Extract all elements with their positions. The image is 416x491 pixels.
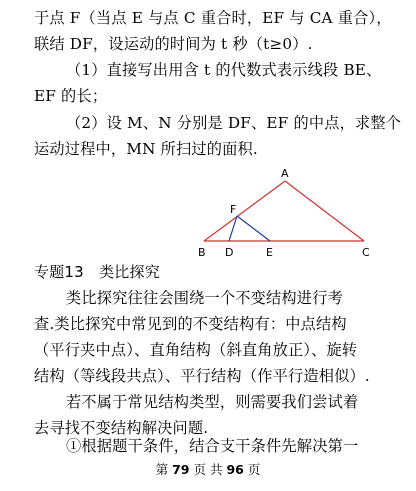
paragraph-1-line-1: 类比探究往往会围绕一个不变结构进行考 [66,289,343,307]
label-d: D [225,246,234,259]
paragraph-3-line-1: ①根据题干条件，结合支干条件先解决第一 [66,437,359,455]
problem-line-2: 联结 DF，设运动的时间为 t 秒（t≥0）. [34,35,313,53]
label-c: C [362,246,370,259]
label-f: F [230,203,237,216]
paragraph-1-line-2: 查.类比探究中常见到的不变结构有：中点结构 [34,315,347,333]
label-e: E [266,246,273,259]
paragraph-2-line-2: 去寻找不变结构解决问题. [34,419,209,437]
label-a: A [281,167,289,180]
segment-ac [285,181,364,241]
problem-line-6: 运动过程中，MN 所扫过的面积. [34,140,258,158]
footer-prefix: 第 [155,462,169,477]
problem-line-3: （1）直接写出用含 t 的代数式表示线段 BE、 [66,61,382,79]
segment-ba [204,181,285,241]
problem-line-4: EF 的长； [34,87,108,105]
page-footer [0,461,416,479]
footer-page-number: 79 [172,462,190,477]
problem-line-5: （2）设 M、N 分别是 DF、EF 的中点，求整个 [66,114,402,132]
label-b: B [198,246,206,259]
problem-line-1: 于点 F（当点 E 与点 C 重合时，EF 与 CA 重合）， [34,9,392,27]
footer-mid: 页 共 [193,462,223,477]
section-title: 专题13 类比探究 [34,263,160,281]
paragraph-1-line-3: （平行夹中点）、直角结构（斜直角放正）、旋转 [34,341,358,359]
footer-suffix: 页 [247,462,261,477]
paragraph-2-line-1: 若不属于常见结构类型，则需要我们尝试着 [66,393,359,411]
footer-total-pages: 96 [226,462,244,477]
segment-fe [237,216,270,241]
paragraph-1-line-4: 结构（等线段共点）、平行结构（作平行造相似）. [34,367,370,385]
